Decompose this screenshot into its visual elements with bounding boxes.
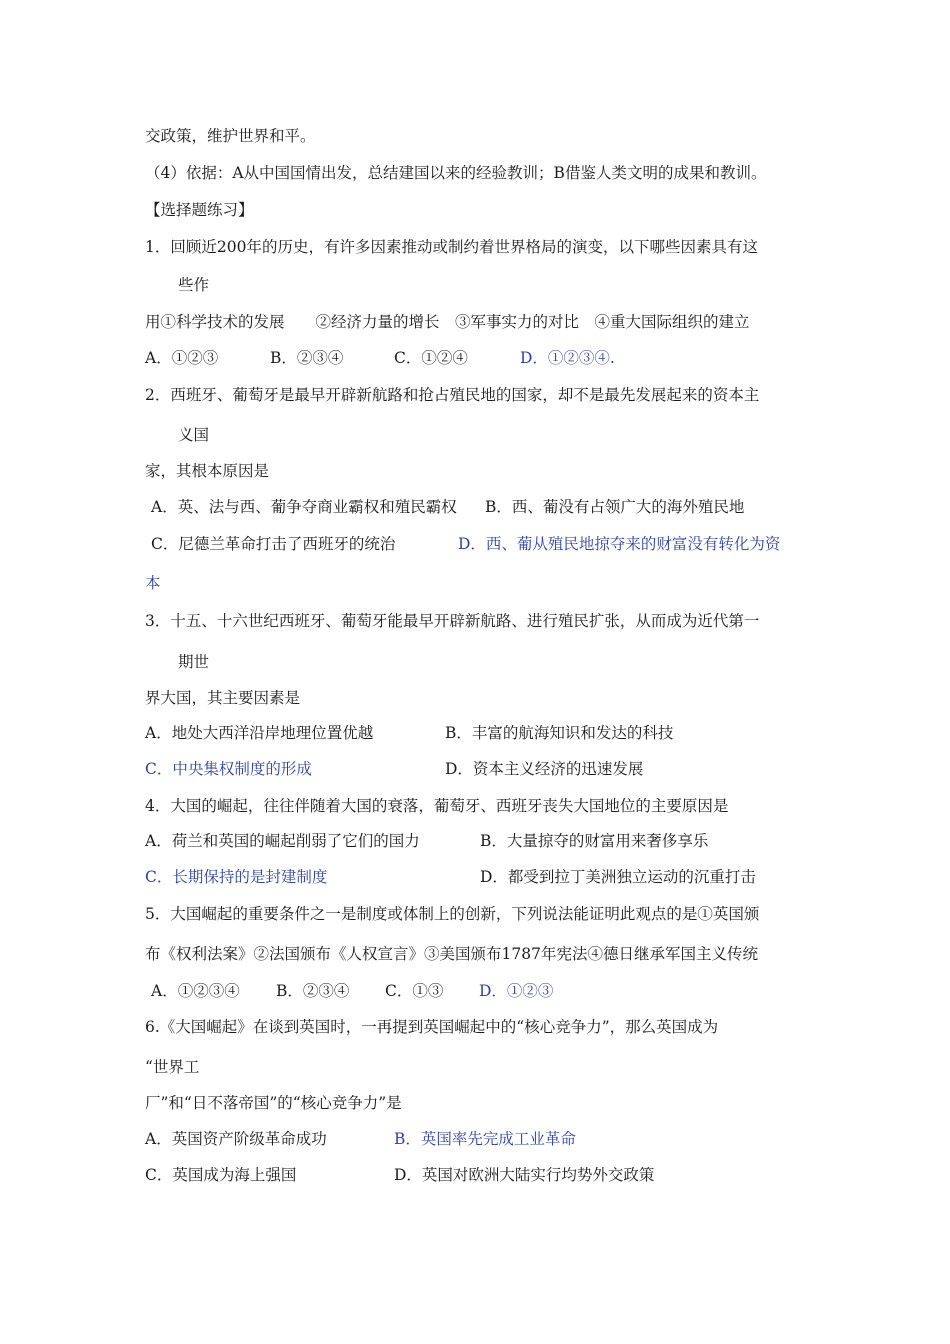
question-6-option-a: A．英国资产阶级革命成功 (145, 1130, 327, 1148)
question-3-stem: 3．十五、十六世纪西班牙、葡萄牙能最早开辟新航路、进行殖民扩张，从而成为近代第一 (145, 612, 760, 630)
question-1-option-a: A．①②③ (145, 349, 219, 367)
question-5-option-d-answer: D．①②③ (479, 982, 554, 1000)
question-4-option-c-answer: C．长期保持的是封建制度 (145, 868, 328, 886)
question-4-option-a: A．荷兰和英国的崛起削弱了它们的国力 (145, 832, 420, 850)
question-6-stem-cont: 厂”和“日不落帝国”的“核心竞争力”是 (145, 1094, 402, 1112)
question-2-option-d-answer: D．西、葡从殖民地掠夺来的财富没有转化为资 (458, 535, 781, 553)
question-3-stem-wrap: 期世 (178, 653, 210, 671)
question-2-option-c: C．尼德兰革命打击了西班牙的统治 (151, 535, 396, 553)
text-line: 交政策，维护世界和平。 (145, 127, 316, 145)
question-4-option-d: D．都受到拉丁美洲独立运动的沉重打击 (480, 868, 756, 886)
question-2-stem: 2．西班牙、葡萄牙是最早开辟新航路和抢占殖民地的国家，却不是最先发展起来的资本主 (145, 386, 760, 404)
question-6-option-d: D．英国对欧洲大陆实行均势外交政策 (394, 1166, 655, 1184)
question-1-option-c: C．①②④ (394, 349, 468, 367)
text-line: （4）依据：A从中国国情出发，总结建国以来的经验教训；B借鉴人类文明的成果和教训。 (145, 164, 767, 182)
question-5-option-b: B．②③④ (276, 982, 350, 1000)
question-2-option-d-wrap: 本 (145, 574, 161, 592)
question-5-option-a: A．①②③④ (151, 982, 240, 1000)
question-5-option-c: C．①③ (385, 982, 444, 1000)
question-1-option-b: B．②③④ (270, 349, 344, 367)
question-6-option-b-answer: B．英国率先完成工业革命 (394, 1130, 576, 1148)
question-4-stem: 4．大国的崛起，往往伴随着大国的衰落，葡萄牙、西班牙丧失大国地位的主要原因是 (145, 797, 729, 815)
question-1-option-d-answer: D．①②③④. (520, 349, 615, 367)
question-1-stem-cont: 用①科学技术的发展 ②经济力量的增长 ③军事实力的对比 ④重大国际组织的建立 (145, 313, 750, 331)
question-6-option-c: C．英国成为海上强国 (145, 1166, 297, 1184)
question-2-option-b: B．西、葡没有占领广大的海外殖民地 (485, 498, 745, 516)
question-3-stem-cont: 界大国，其主要因素是 (145, 689, 301, 707)
question-5-stem: 5．大国崛起的重要条件之一是制度或体制上的创新，下列说法能证明此观点的是①英国颁 (145, 905, 760, 923)
question-2-option-a: A．英、法与西、葡争夺商业霸权和殖民霸权 (151, 498, 457, 516)
question-1-stem: 1．回顾近200年的历史，有许多因素推动或制约着世界格局的演变，以下哪些因素具有这 (145, 238, 758, 256)
question-6-stem: 6.《大国崛起》在谈到英国时，一再提到英国崛起中的“核心竞争力”，那么英国成为 (145, 1018, 719, 1036)
question-2-stem-wrap: 义国 (178, 426, 210, 444)
question-3-option-c-answer: C．中央集权制度的形成 (145, 760, 312, 778)
question-3-option-b: B．丰富的航海知识和发达的科技 (445, 724, 674, 742)
question-2-stem-cont: 家，其根本原因是 (145, 462, 270, 480)
question-6-stem-wrap: “世界工 (145, 1058, 200, 1076)
question-3-option-d: D．资本主义经济的迅速发展 (445, 760, 644, 778)
question-3-option-a: A．地处大西洋沿岸地理位置优越 (145, 724, 374, 742)
section-heading: 【选择题练习】 (145, 201, 254, 219)
question-1-stem-wrap: 些作 (178, 276, 210, 294)
question-4-option-b: B．大量掠夺的财富用来奢侈享乐 (480, 832, 709, 850)
question-5-stem-cont: 布《权利法案》②法国颁布《人权宣言》③美国颁布1787年宪法④德日继承军国主义传统 (145, 945, 758, 963)
